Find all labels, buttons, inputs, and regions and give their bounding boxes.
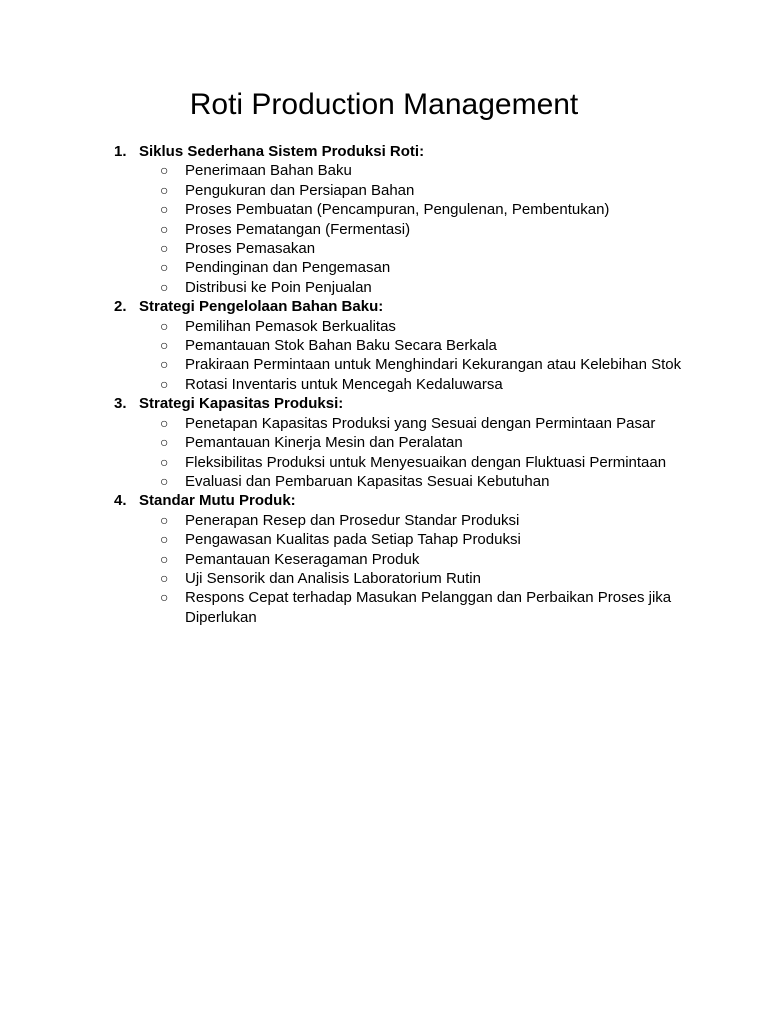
hollow-circle-bullet-icon: ○ — [160, 317, 169, 334]
section-number: 3. — [114, 395, 127, 413]
list-item-text: Penetapan Kapasitas Produksi yang Sesuai dengan Permintaan Pasar — [185, 414, 656, 432]
list-item-text: Proses Pembuatan (Pencampuran, Pengulenan, Pembentukan) — [185, 201, 610, 219]
hollow-circle-bullet-icon: ○ — [160, 220, 169, 237]
list-item-text: Uji Sensorik dan Analisis Laboratorium Rutin — [185, 569, 481, 587]
list-item — [114, 181, 714, 200]
hollow-circle-bullet-icon: ○ — [160, 278, 169, 295]
hollow-circle-bullet-icon: ○ — [160, 531, 169, 548]
sub-list — [114, 511, 714, 627]
list-item — [114, 569, 714, 588]
sub-list — [114, 161, 714, 297]
section-heading-text: Standar Mutu Produk: — [139, 492, 296, 510]
list-item — [114, 414, 714, 433]
section-number: 2. — [114, 298, 127, 316]
list-item-text: Proses Pematangan (Fermentasi) — [185, 220, 411, 238]
hollow-circle-bullet-icon: ○ — [160, 356, 169, 373]
hollow-circle-bullet-icon: ○ — [160, 453, 169, 470]
sub-list — [114, 414, 714, 492]
section-heading — [114, 491, 714, 510]
hollow-circle-bullet-icon: ○ — [160, 240, 169, 257]
list-item — [114, 220, 714, 239]
hollow-circle-bullet-icon: ○ — [160, 550, 169, 567]
list-item — [114, 258, 714, 277]
section-heading-text: Strategi Kapasitas Produksi: — [139, 395, 344, 413]
list-item-text: Pendinginan dan Pengemasan — [185, 259, 391, 277]
section-heading — [114, 142, 714, 161]
list-item — [114, 161, 714, 180]
list-item-text: Pemantauan Keseragaman Produk — [185, 550, 420, 568]
list-item — [114, 200, 714, 219]
page-title: Roti Production Management — [189, 88, 579, 121]
list-item — [114, 375, 714, 394]
numbered-outline — [114, 142, 714, 627]
list-item-text: Proses Pemasakan — [185, 240, 316, 258]
list-item-text: Evaluasi dan Pembaruan Kapasitas Sesuai Kebutuhan — [185, 472, 550, 490]
list-item — [114, 317, 714, 336]
hollow-circle-bullet-icon: ○ — [160, 589, 169, 606]
list-item-text: Distribusi ke Poin Penjualan — [185, 278, 372, 296]
list-item — [114, 278, 714, 297]
list-item-text: Pemilihan Pemasok Berkualitas — [185, 317, 396, 335]
section-number: 1. — [114, 143, 127, 160]
list-item — [114, 355, 714, 374]
list-item — [114, 550, 714, 569]
hollow-circle-bullet-icon: ○ — [160, 511, 169, 528]
hollow-circle-bullet-icon: ○ — [160, 414, 169, 431]
hollow-circle-bullet-icon: ○ — [160, 181, 169, 198]
hollow-circle-bullet-icon: ○ — [160, 434, 169, 451]
list-item-text: Fleksibilitas Produksi untuk Menyesuaikan dengan Fluktuasi Permintaan — [185, 453, 667, 471]
hollow-circle-bullet-icon: ○ — [160, 259, 169, 276]
list-item-text: Pengukuran dan Persiapan Bahan — [185, 181, 415, 199]
list-item-text: Penerimaan Bahan Baku — [185, 162, 352, 180]
list-item-text: Rotasi Inventaris untuk Mencegah Kedaluwarsa — [185, 375, 503, 393]
hollow-circle-bullet-icon: ○ — [160, 337, 169, 354]
hollow-circle-bullet-icon: ○ — [160, 375, 169, 392]
hollow-circle-bullet-icon: ○ — [160, 569, 169, 586]
section-heading-text: Siklus Sederhana Sistem Produksi Roti: — [139, 143, 425, 160]
list-item — [114, 239, 714, 258]
list-item-text: Penerapan Resep dan Prosedur Standar Produksi — [185, 511, 520, 529]
list-item — [114, 588, 714, 627]
list-item-text: Pemantauan Kinerja Mesin dan Peralatan — [185, 434, 463, 452]
list-item — [114, 433, 714, 452]
list-item-text: Prakiraan Permintaan untuk Menghindari Kekurangan atau Kelebihan Stok — [185, 356, 682, 374]
list-item — [114, 530, 714, 549]
list-item-text: Pengawasan Kualitas pada Setiap Tahap Produksi — [185, 531, 521, 549]
outline-section — [114, 297, 714, 394]
hollow-circle-bullet-icon: ○ — [160, 472, 169, 489]
outline-section — [114, 142, 714, 297]
section-number: 4. — [114, 492, 127, 510]
list-item — [114, 453, 714, 472]
outline-section — [114, 394, 714, 491]
sub-list — [114, 317, 714, 395]
section-heading-text: Strategi Pengelolaan Bahan Baku: — [139, 298, 384, 316]
list-item — [114, 336, 714, 355]
hollow-circle-bullet-icon: ○ — [160, 201, 169, 218]
list-item — [114, 511, 714, 530]
section-heading — [114, 297, 714, 316]
list-item-text: Pemantauan Stok Bahan Baku Secara Berkala — [185, 337, 497, 355]
hollow-circle-bullet-icon: ○ — [160, 162, 169, 179]
list-item — [114, 472, 714, 491]
outline-section — [114, 491, 714, 627]
list-item-text: Respons Cepat terhadap Masukan Pelanggan dan Perbaikan Proses jika Diperlukan — [185, 589, 672, 626]
section-heading — [114, 394, 714, 413]
